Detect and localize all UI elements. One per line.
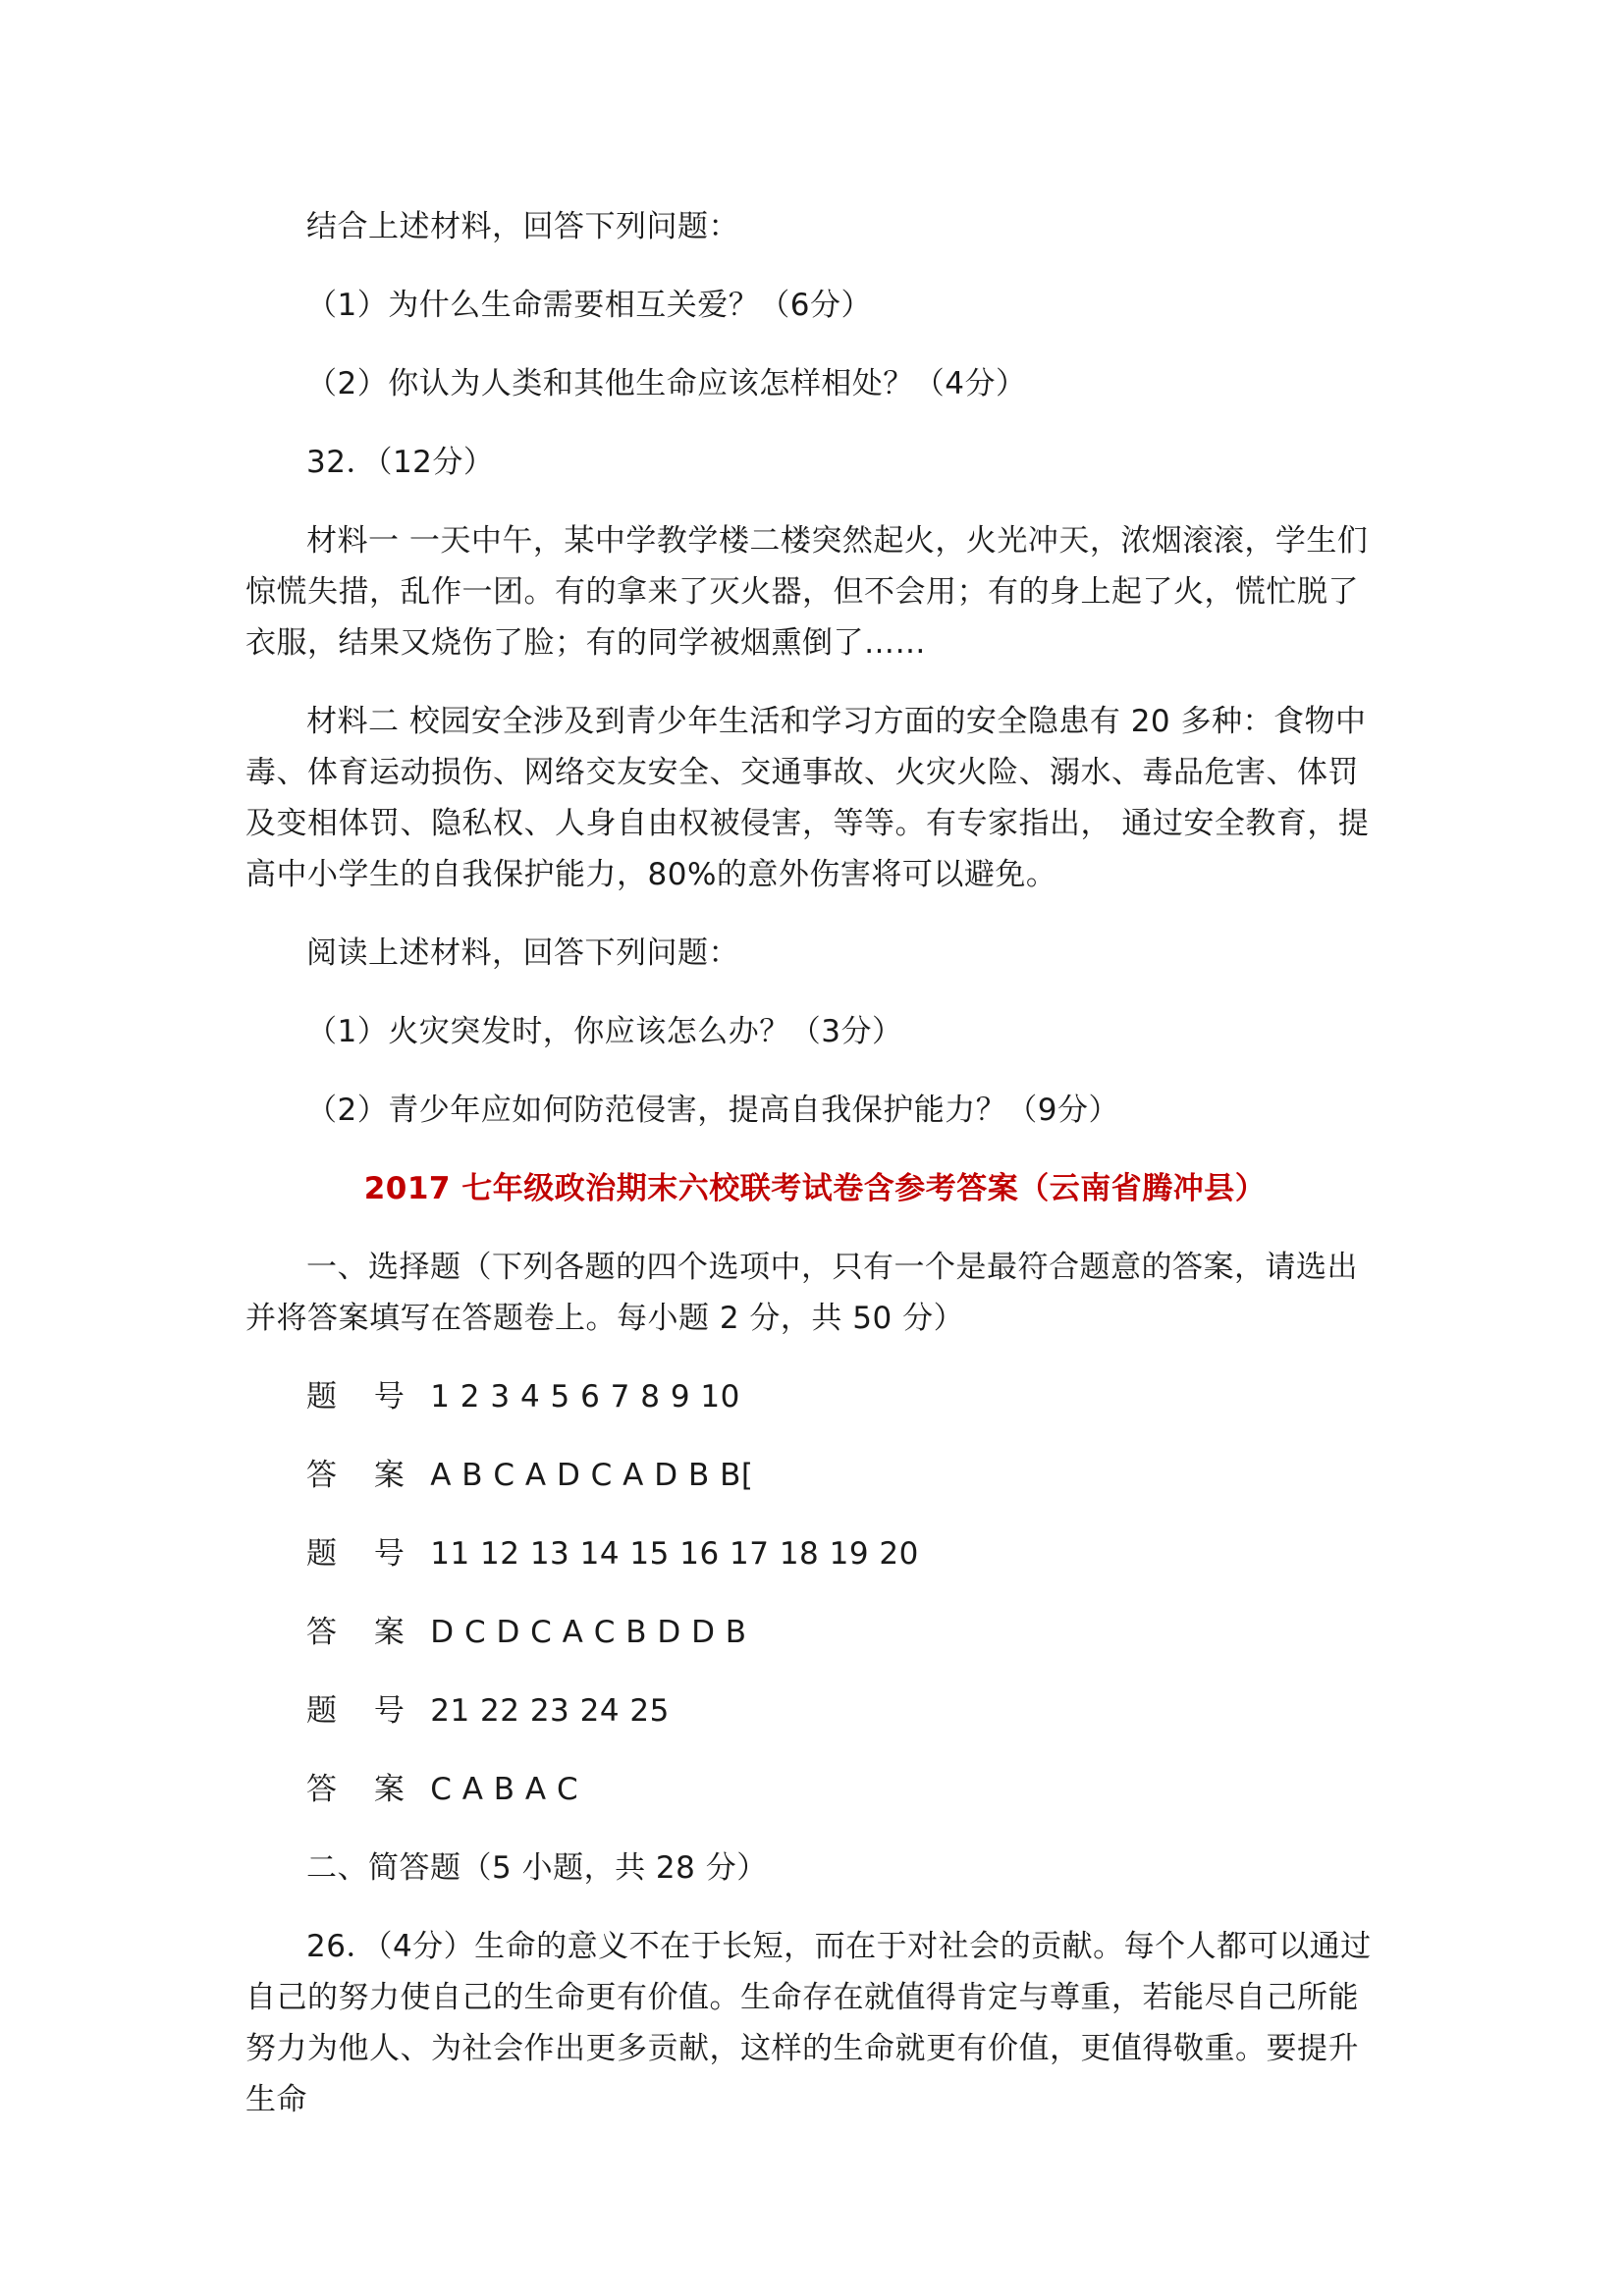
row-label: 答 案 xyxy=(306,1458,418,1493)
q31-prompt: 结合上述材料，回答下列问题： xyxy=(306,209,739,244)
row-label: 答 案 xyxy=(306,1772,418,1807)
q32-title: 32．（12分） xyxy=(306,445,495,480)
document-body xyxy=(245,201,1384,2153)
q31-subquestion-1: （1）为什么生命需要相互关爱？（6分） xyxy=(306,288,872,323)
q26-answer: 26．（4分）生命的意义不在于长短，而在于对社会的贡献。每个人都可以通过自己的努力使自己的生命更有价值。生命存在就值得肯定与尊重，若能尽自己所能努力为他人、为社会作出更多贡献，这样的生命就更有价值，更值得敬重。要提升生命 xyxy=(245,1929,1372,2117)
q31-subquestion-2: （2）你认为人类和其他生命应该怎样相处？（4分） xyxy=(306,366,1027,401)
q32-material-1: 材料一 一天中午，某中学教学楼二楼突然起火，火光冲天，浓烟滚滚，学生们惊慌失措，乱作一团。有的拿来了灭火器，但不会用；有的身上起了火，慌忙脱了衣服，结果又烧伤了脸；有的同学被烟熏倒了…… xyxy=(245,523,1369,661)
row-label: 题 号 xyxy=(306,1536,418,1572)
row-label: 答 案 xyxy=(306,1615,418,1650)
section-2-heading: 二、简答题（5 小题，共 28 分） xyxy=(306,1850,768,1886)
section-1-heading: 一、选择题（下列各题的四个选项中，只有一个是最符合题意的答案，请选出并将答案填写在答题卷上。每小题 2 分，共 50 分） xyxy=(245,1250,1358,1336)
answer-table-row xyxy=(245,1764,1384,1815)
answer-table-row xyxy=(245,1528,1384,1579)
row-values: C A B A C xyxy=(430,1772,579,1807)
answer-table-row xyxy=(245,1607,1384,1658)
row-values: A B C A D C A D B B[ xyxy=(430,1458,754,1493)
row-values: 1 2 3 4 5 6 7 8 9 10 xyxy=(430,1379,740,1415)
row-values: D C D C A C B D D B xyxy=(430,1615,747,1650)
row-values: 11 12 13 14 15 16 17 18 19 20 xyxy=(430,1536,919,1572)
row-label: 题 号 xyxy=(306,1693,418,1729)
answer-key-title: 2017 七年级政治期末六校联考试卷含参考答案（云南省腾冲县） xyxy=(363,1171,1267,1206)
answer-table-row xyxy=(245,1371,1384,1422)
answer-table-row xyxy=(245,1450,1384,1501)
answer-table-row xyxy=(245,1685,1384,1736)
q32-material-2: 材料二 校园安全涉及到青少年生活和学习方面的安全隐患有 20 多种：食物中毒、体育运动损伤、网络交友安全、交通事故、火灾火险、溺水、毒品危害、体罚 及变相体罚、隐私权、人身自由权被侵害，等等。有专家指出， 通过安全教育，提高中小学生的自我保护能力，80%的意外伤害将可以避免。 xyxy=(245,704,1370,892)
q32-prompt: 阅读上述材料，回答下列问题： xyxy=(306,935,739,971)
q32-subquestion-2: （2）青少年应如何防范侵害，提高自我保护能力？（9分） xyxy=(306,1093,1119,1128)
q32-subquestion-1: （1）火灾突发时，你应该怎么办？（3分） xyxy=(306,1014,903,1049)
row-values: 21 22 23 24 25 xyxy=(430,1693,670,1729)
row-label: 题 号 xyxy=(306,1379,418,1415)
